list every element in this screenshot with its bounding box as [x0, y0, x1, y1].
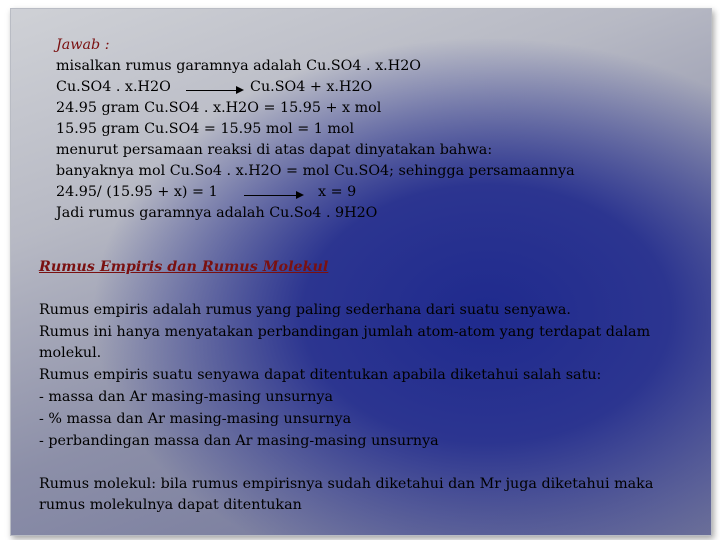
paragraph-1: Rumus empiris adalah rumus yang paling sederhana dari suatu senyawa.: [39, 302, 571, 318]
answer-line-5: menurut persamaan reaksi di atas dapat dinyatakan bahwa:: [56, 142, 493, 158]
reaction-arrow-icon: [186, 90, 242, 91]
equation-left: 24.95/ (15.95 + x) = 1: [56, 184, 218, 200]
answer-line-3: 24.95 gram Cu.SO4 . x.H2O = 15.95 + x mol: [56, 100, 382, 116]
paragraph-2-line-2: molekul.: [39, 345, 102, 361]
answer-label: Jawab :: [56, 37, 110, 53]
paragraph-4-line-2: rumus molekulnya dapat ditentukan: [39, 497, 302, 513]
reaction-left: Cu.SO4 . x.H2O: [56, 79, 171, 95]
paragraph-4-line-1: Rumus molekul: bila rumus empirisnya sudah diketahui dan Mr juga diketahui maka: [39, 476, 654, 492]
bullet-2: - % massa dan Ar masing-masing unsurnya: [39, 411, 352, 427]
bullet-3: - perbandingan massa dan Ar masing-masing unsurnya: [39, 433, 439, 449]
slide-content: [29, 27, 706, 537]
equation-result: x = 9: [318, 184, 357, 200]
reaction-right: Cu.SO4 + x.H2O: [250, 79, 373, 95]
section-heading: Rumus Empiris dan Rumus Molekul: [39, 259, 329, 275]
equation-arrow-icon: [244, 195, 302, 196]
answer-line-7: [56, 184, 416, 204]
answer-line-8: Jadi rumus garamnya adalah Cu.So4 . 9H2O: [56, 205, 378, 221]
paragraph-3: Rumus empiris suatu senyawa dapat ditentukan apabila diketahui salah satu:: [39, 367, 602, 383]
answer-line-6: banyaknya mol Cu.So4 . x.H2O = mol Cu.SO4; sehingga persamaannya: [56, 163, 575, 179]
answer-line-1: misalkan rumus garamnya adalah Cu.SO4 . x.H2O: [56, 58, 422, 74]
paragraph-2-line-1: Rumus ini hanya menyatakan perbandingan jumlah atom-atom yang terdapat dalam: [39, 324, 651, 340]
answer-line-4: 15.95 gram Cu.SO4 = 15.95 mol = 1 mol: [56, 121, 355, 137]
bullet-1: - massa dan Ar masing-masing unsurnya: [39, 389, 334, 405]
answer-line-2: [56, 79, 436, 99]
slide-background: [10, 8, 712, 536]
